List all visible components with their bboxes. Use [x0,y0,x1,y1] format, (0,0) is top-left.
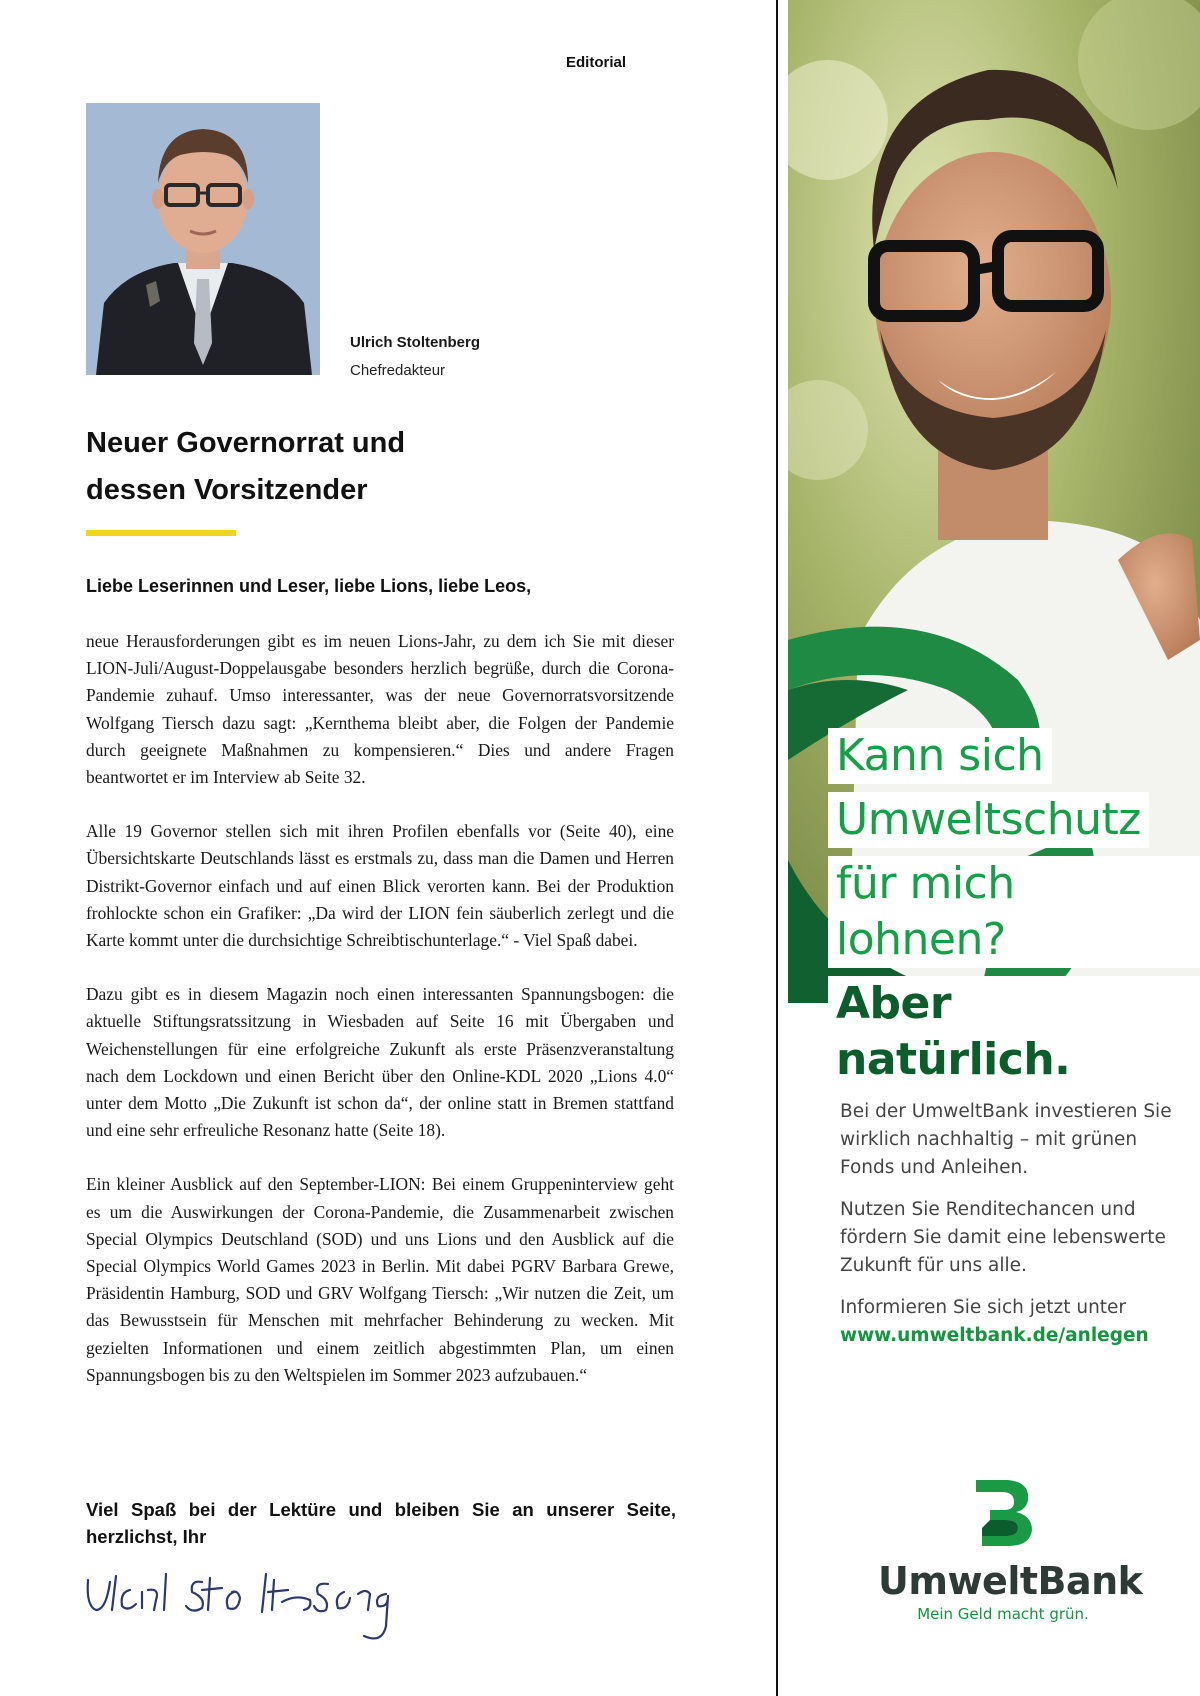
slogan-line: für mich lohnen? [828,856,1200,968]
author-name: Ulrich Stoltenberg [350,334,481,351]
ad-slogan [828,728,1200,1096]
slogan-line: Kann sich [828,728,1052,784]
ad-copy-paragraph: Bei der UmweltBank investieren Sie wirklich nachhaltig – mit grünen Fonds und Anleihen. [840,1101,1172,1178]
salutation: Liebe Leserinnen und Leser, liebe Lions, liebe Leos, [86,576,532,596]
body-paragraph: Alle 19 Governor stellen sich mit ihren Profilen ebenfalls vor (Seite 40), eine Übersichtskarte Deutschlands lässt es erstmals zu, dass man die Damen und Herren Distrikt-Governor einfach und auf einen Blick verorten kann. Bei der Produktion frohlockte schon ein Grafiker: „Da wird der LION fein säuberlich zerlegt und die Karte kommt unter die durchsichtige Schreibtischunterlage.“ - Viel Spaß dabei. [86,821,674,951]
section-label: Editorial [566,54,627,71]
body-paragraph: Dazu gibt es in diesem Magazin noch einen interessanten Spannungsbogen: die aktuelle Stiftungsratssitzung in Wiesbaden auf Seite 16 mit Übergaben und Weichenstellungen für eine erfolgreiche Zukunft als erste Präsenzveranstaltung nach dem Lockdown und einen Bericht über den Online-KDL 2020 „Lions 4.0“ unter dem Motto „Die Zukunft ist schon da“, der online statt in Bremen stattfand und eine sehr erfreuliche Resonanz hatte (Seite 18). [86,984,674,1141]
umweltbank-advertisement [788,0,1200,1696]
ad-copy-paragraph: Nutzen Sie Renditechancen und fördern Sie damit eine lebenswerte Zukunft für uns alle. [840,1199,1166,1276]
umweltbank-logo [878,1476,1143,1623]
umweltbank-logo-icon [968,1476,1038,1548]
closing-line: Viel Spaß bei der Lektüre und bleiben Sie an unserer Seite, herzlichst, Ihr [86,1499,676,1547]
slogan-line: Umweltschutz [828,792,1149,848]
ad-cta-text: Informieren Sie sich jetzt unter [840,1297,1127,1318]
slogan-answer: Aber natürlich. [828,976,1200,1088]
bank-name: UmweltBank [878,1559,1143,1603]
ad-url-link[interactable]: www.umweltbank.de/anlegen [840,1325,1149,1346]
headline: Neuer Governorrat und dessen Vorsitzender [86,427,406,506]
handwritten-signature [82,1560,402,1655]
ad-copy [840,1098,1180,1364]
bank-tagline: Mein Geld macht grün. [917,1605,1089,1623]
column-divider [776,0,778,1696]
author-role: Chefredakteur [350,362,446,379]
body-paragraph: neue Herausforderungen gibt es im neuen Lions-Jahr, zu dem ich Sie mit dieser LION-Juli/August-Doppelausgabe besonders herzlich begrüße, durch die Corona-Pandemie zuhauf. Umso interessanter, was der neue Governorratsvorsitzende Wolfgang Tiersch dazu sagt: „Kernthema bleibt aber, die Folgen der Pandemie durch geeignete Maßnahmen zu kompensieren.“ Dies und andere Fragen beantwortet er im Interview ab Seite 32. [86,631,674,788]
author-portrait [86,103,320,375]
body-paragraph: Ein kleiner Ausblick auf den September-LION: Bei einem Gruppeninterview geht es um die Auswirkungen der Corona-Pandemie, die Zusammenarbeit zwischen Special Olympics Deutschland (SOD) und uns Lions und den Ausblick auf die Special Olympics World Games 2023 in Berlin. Mit dabei PGRV Barbara Grewe, Präsidentin Hamburg, SOD und GRV Wolfgang Tiersch: „Wir nutzen die Zeit, um das Bewusstsein für Menschen mit mehrfacher Behinderung zu wecken. Mit gezielten Informationen und einem zeitlich abgestimmten Plan, um einen Spannungsbogen bis zu den Weltspielen im Sommer 2023 aufzubauen.“ [86,1174,674,1385]
editorial-body [86,628,674,1416]
ad-cta [840,1294,1180,1350]
headline-accent-rule [86,530,236,536]
